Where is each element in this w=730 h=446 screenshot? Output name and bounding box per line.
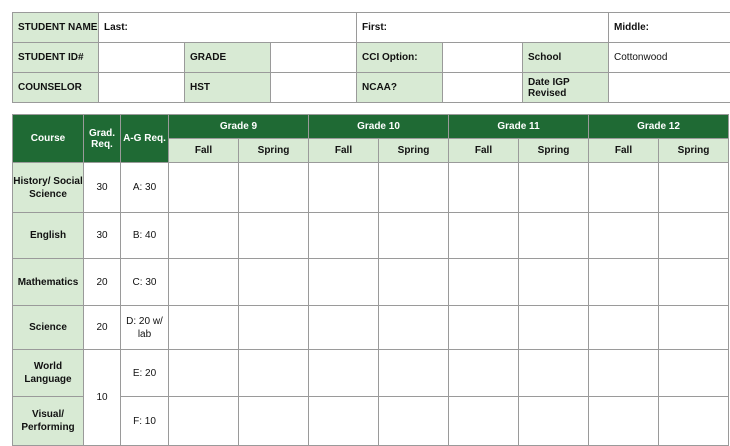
course-cell[interactable]	[239, 306, 309, 350]
student-name-label: STUDENT NAME	[13, 13, 99, 43]
middle-name-field[interactable]: Middle:	[609, 13, 730, 43]
plan-header-row	[13, 115, 729, 139]
grade-10-header: Grade 10	[309, 115, 449, 139]
course-header: Course	[13, 115, 84, 163]
counselor-row	[13, 73, 730, 103]
grad-req-value: 10	[84, 350, 121, 446]
course-cell[interactable]	[659, 213, 729, 259]
course-cell[interactable]	[519, 163, 589, 213]
course-cell[interactable]	[309, 306, 379, 350]
school-label: School	[523, 43, 609, 73]
course-cell[interactable]	[659, 397, 729, 446]
grade-label: GRADE	[185, 43, 271, 73]
table-row	[13, 306, 729, 350]
grad-req-value: 20	[84, 259, 121, 306]
course-cell[interactable]	[659, 259, 729, 306]
course-cell[interactable]	[239, 259, 309, 306]
course-cell[interactable]	[659, 350, 729, 397]
ag-req-value: D: 20 w/ lab	[121, 306, 169, 350]
grade-9-header: Grade 9	[169, 115, 309, 139]
course-cell[interactable]	[589, 306, 659, 350]
grade-11-fall-header: Fall	[449, 139, 519, 163]
course-cell[interactable]	[449, 397, 519, 446]
grade-12-spring-header: Spring	[659, 139, 729, 163]
course-name: Science	[13, 306, 84, 350]
cci-option-label: CCI Option:	[357, 43, 443, 73]
course-cell[interactable]	[239, 163, 309, 213]
course-cell[interactable]	[309, 397, 379, 446]
ag-req-header: A-G Req.	[121, 115, 169, 163]
student-id-field[interactable]	[99, 43, 185, 73]
grade-12-header: Grade 12	[589, 115, 729, 139]
ag-req-value: C: 30	[121, 259, 169, 306]
grade-9-fall-header: Fall	[169, 139, 239, 163]
course-cell[interactable]	[379, 397, 449, 446]
grade-11-spring-header: Spring	[519, 139, 589, 163]
ag-req-value: F: 10	[121, 397, 169, 446]
ag-req-value: A: 30	[121, 163, 169, 213]
first-name-field[interactable]: First:	[357, 13, 609, 43]
grade-10-fall-header: Fall	[309, 139, 379, 163]
course-cell[interactable]	[589, 259, 659, 306]
student-info-table	[12, 12, 730, 103]
table-row	[13, 163, 729, 213]
course-cell[interactable]	[519, 397, 589, 446]
igp-revised-label: Date IGP Revised	[523, 73, 609, 103]
course-name: English	[13, 213, 84, 259]
course-cell[interactable]	[659, 163, 729, 213]
table-row	[13, 397, 729, 446]
course-cell[interactable]	[379, 259, 449, 306]
course-cell[interactable]	[169, 259, 239, 306]
course-name: World Language	[13, 350, 84, 397]
course-cell[interactable]	[449, 306, 519, 350]
course-cell[interactable]	[309, 350, 379, 397]
table-row	[13, 259, 729, 306]
hst-label: HST	[185, 73, 271, 103]
igp-revised-field[interactable]	[609, 73, 730, 103]
course-cell[interactable]	[589, 350, 659, 397]
student-name-row	[13, 13, 730, 43]
course-cell[interactable]	[309, 213, 379, 259]
grad-req-header: Grad. Req.	[84, 115, 121, 163]
grad-req-value: 20	[84, 306, 121, 350]
counselor-label: COUNSELOR	[13, 73, 99, 103]
course-cell[interactable]	[519, 306, 589, 350]
course-cell[interactable]	[379, 163, 449, 213]
course-cell[interactable]	[169, 350, 239, 397]
course-cell[interactable]	[309, 163, 379, 213]
course-cell[interactable]	[519, 350, 589, 397]
course-cell[interactable]	[379, 350, 449, 397]
ag-req-value: E: 20	[121, 350, 169, 397]
course-cell[interactable]	[519, 213, 589, 259]
grade-11-header: Grade 11	[449, 115, 589, 139]
grad-req-value: 30	[84, 163, 121, 213]
course-name: Mathematics	[13, 259, 84, 306]
ncaa-field[interactable]	[443, 73, 523, 103]
student-id-row	[13, 43, 730, 73]
table-row	[13, 350, 729, 397]
cci-option-field[interactable]	[443, 43, 523, 73]
last-name-field[interactable]: Last:	[99, 13, 357, 43]
course-cell[interactable]	[659, 306, 729, 350]
course-cell[interactable]	[169, 306, 239, 350]
ncaa-label: NCAA?	[357, 73, 443, 103]
course-cell[interactable]	[239, 397, 309, 446]
grade-12-fall-header: Fall	[589, 139, 659, 163]
course-cell[interactable]	[449, 350, 519, 397]
grad-req-value: 30	[84, 213, 121, 259]
course-cell[interactable]	[169, 213, 239, 259]
course-cell[interactable]	[449, 259, 519, 306]
counselor-field[interactable]	[99, 73, 185, 103]
school-field[interactable]: Cottonwood	[609, 43, 730, 73]
course-cell[interactable]	[589, 397, 659, 446]
course-cell[interactable]	[239, 213, 309, 259]
course-cell[interactable]	[309, 259, 379, 306]
course-cell[interactable]	[379, 213, 449, 259]
course-cell[interactable]	[589, 213, 659, 259]
course-cell[interactable]	[589, 163, 659, 213]
course-cell[interactable]	[519, 259, 589, 306]
course-cell[interactable]	[169, 163, 239, 213]
course-cell[interactable]	[449, 163, 519, 213]
course-plan-table	[12, 114, 729, 446]
course-cell[interactable]	[169, 397, 239, 446]
course-cell[interactable]	[239, 350, 309, 397]
course-name: Visual/ Performing	[13, 397, 84, 446]
course-name: History/ Social Science	[13, 163, 84, 213]
course-cell[interactable]	[449, 213, 519, 259]
course-cell[interactable]	[379, 306, 449, 350]
student-id-label: STUDENT ID#	[13, 43, 99, 73]
grade-9-spring-header: Spring	[239, 139, 309, 163]
ag-req-value: B: 40	[121, 213, 169, 259]
grade-10-spring-header: Spring	[379, 139, 449, 163]
hst-field[interactable]	[271, 73, 357, 103]
table-row	[13, 213, 729, 259]
grade-field[interactable]	[271, 43, 357, 73]
